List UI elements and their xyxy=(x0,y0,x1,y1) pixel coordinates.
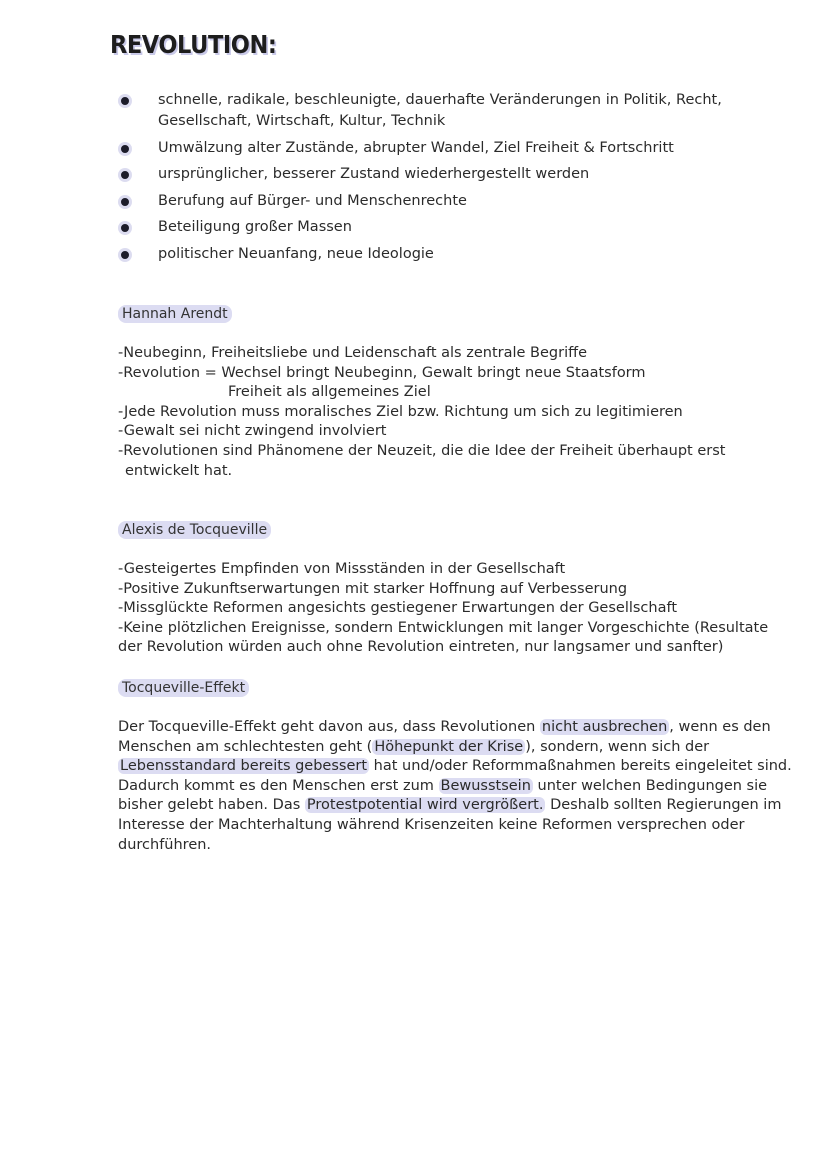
highlight: Protestpotential wird vergrößert. xyxy=(306,797,544,814)
note-line: entwickelt hat. xyxy=(125,462,233,479)
revolution-bullet-list xyxy=(118,90,778,270)
note-line: -Neubeginn, Freiheitsliebe und Leidenschaft als zentrale Begriffe xyxy=(118,345,588,361)
bullet-icon xyxy=(121,145,129,153)
bullet-icon xyxy=(121,224,129,232)
highlight: Höhepunkt der Krise xyxy=(374,738,524,755)
note-line: der Revolution würden auch ohne Revolution eintreten, nur langsamer und sanfter) xyxy=(118,639,724,656)
list-item: politischer Neuanfang, neue Ideologie xyxy=(118,244,778,265)
list-item: Umwälzung alter Zustände, abrupter Wandel, Ziel Freiheit & Fortschritt xyxy=(118,138,778,159)
tocqueville-effekt-paragraph: Der Tocqueville-Effekt geht davon aus, dass Revolutionen nicht ausbrechen , wenn es den Menschen am schlechtesten geht ( Höhepunkt der Krise ), sondern, wenn sich der Lebensstandard bereits gebessert hat und/oder Reformmaßnahmen bereits eingeleitet sind. Dadurch kommt es den Menschen erst zum Bewusstsein unter welchen Bedingungen sie bisher gelebt haben. Das Protestpotential wird vergrößert. Deshalb sollten Regierungen im Interesse der Machterhaltung während Krisenzeiten keine Reformen versprechen oder durchführen. xyxy=(118,719,792,853)
note-line: Freiheit als allgemeines Ziel xyxy=(228,384,431,401)
bullet-icon xyxy=(121,198,129,206)
note-line: -Gesteigertes Empfinden von Missständen in der Gesellschaft xyxy=(118,561,566,577)
list-item: ursprünglicher, besserer Zustand wiederhergestellt werden xyxy=(118,164,778,185)
bullet-icon xyxy=(121,251,129,259)
highlight: Bewusstsein xyxy=(440,777,531,794)
note-line: -Positive Zukunftserwartungen mit starker Hoffnung auf Verbesserung xyxy=(118,580,628,597)
note-line: -Gewalt sei nicht zwingend involviert xyxy=(118,423,387,440)
heading-hannah-arendt: Hannah Arendt xyxy=(118,305,232,323)
highlight: Lebensstandard bereits gebessert xyxy=(120,758,368,775)
list-item: Beteiligung großer Massen xyxy=(118,217,778,238)
list-item: Berufung auf Bürger- und Menschenrechte xyxy=(118,191,778,212)
note-line: -Revolution = Wechsel bringt Neubeginn, Gewalt bringt neue Staatsform xyxy=(118,364,646,381)
note-line: -Jede Revolution muss moralisches Ziel bzw. Richtung um sich zu legitimieren xyxy=(118,403,683,420)
heading-tocqueville-effekt: Tocqueville-Effekt xyxy=(118,679,249,697)
list-item: schnelle, radikale, beschleunigte, dauerhafte Veränderungen in Politik, Recht, Gesellschaft, Wirtschaft, Kultur, Technik xyxy=(118,90,778,132)
note-line: -Missglückte Reformen angesichts gestiegener Erwartungen der Gesellschaft xyxy=(118,600,678,617)
note-line: -Revolutionen sind Phänomene der Neuzeit, die die Idee der Freiheit überhaupt erst xyxy=(118,442,726,459)
highlight: nicht ausbrechen xyxy=(541,719,668,735)
note-line: -Keine plötzlichen Ereignisse, sondern Entwicklungen mit langer Vorgeschichte (Resultate xyxy=(118,619,769,636)
heading-alexis-de-tocqueville: Alexis de Tocqueville xyxy=(118,521,271,539)
tocqueville-notes xyxy=(118,560,808,658)
bullet-icon xyxy=(121,171,129,179)
bullet-icon xyxy=(121,97,129,105)
arendt-notes xyxy=(118,344,808,481)
page-title: REVOLUTION: xyxy=(110,30,277,59)
